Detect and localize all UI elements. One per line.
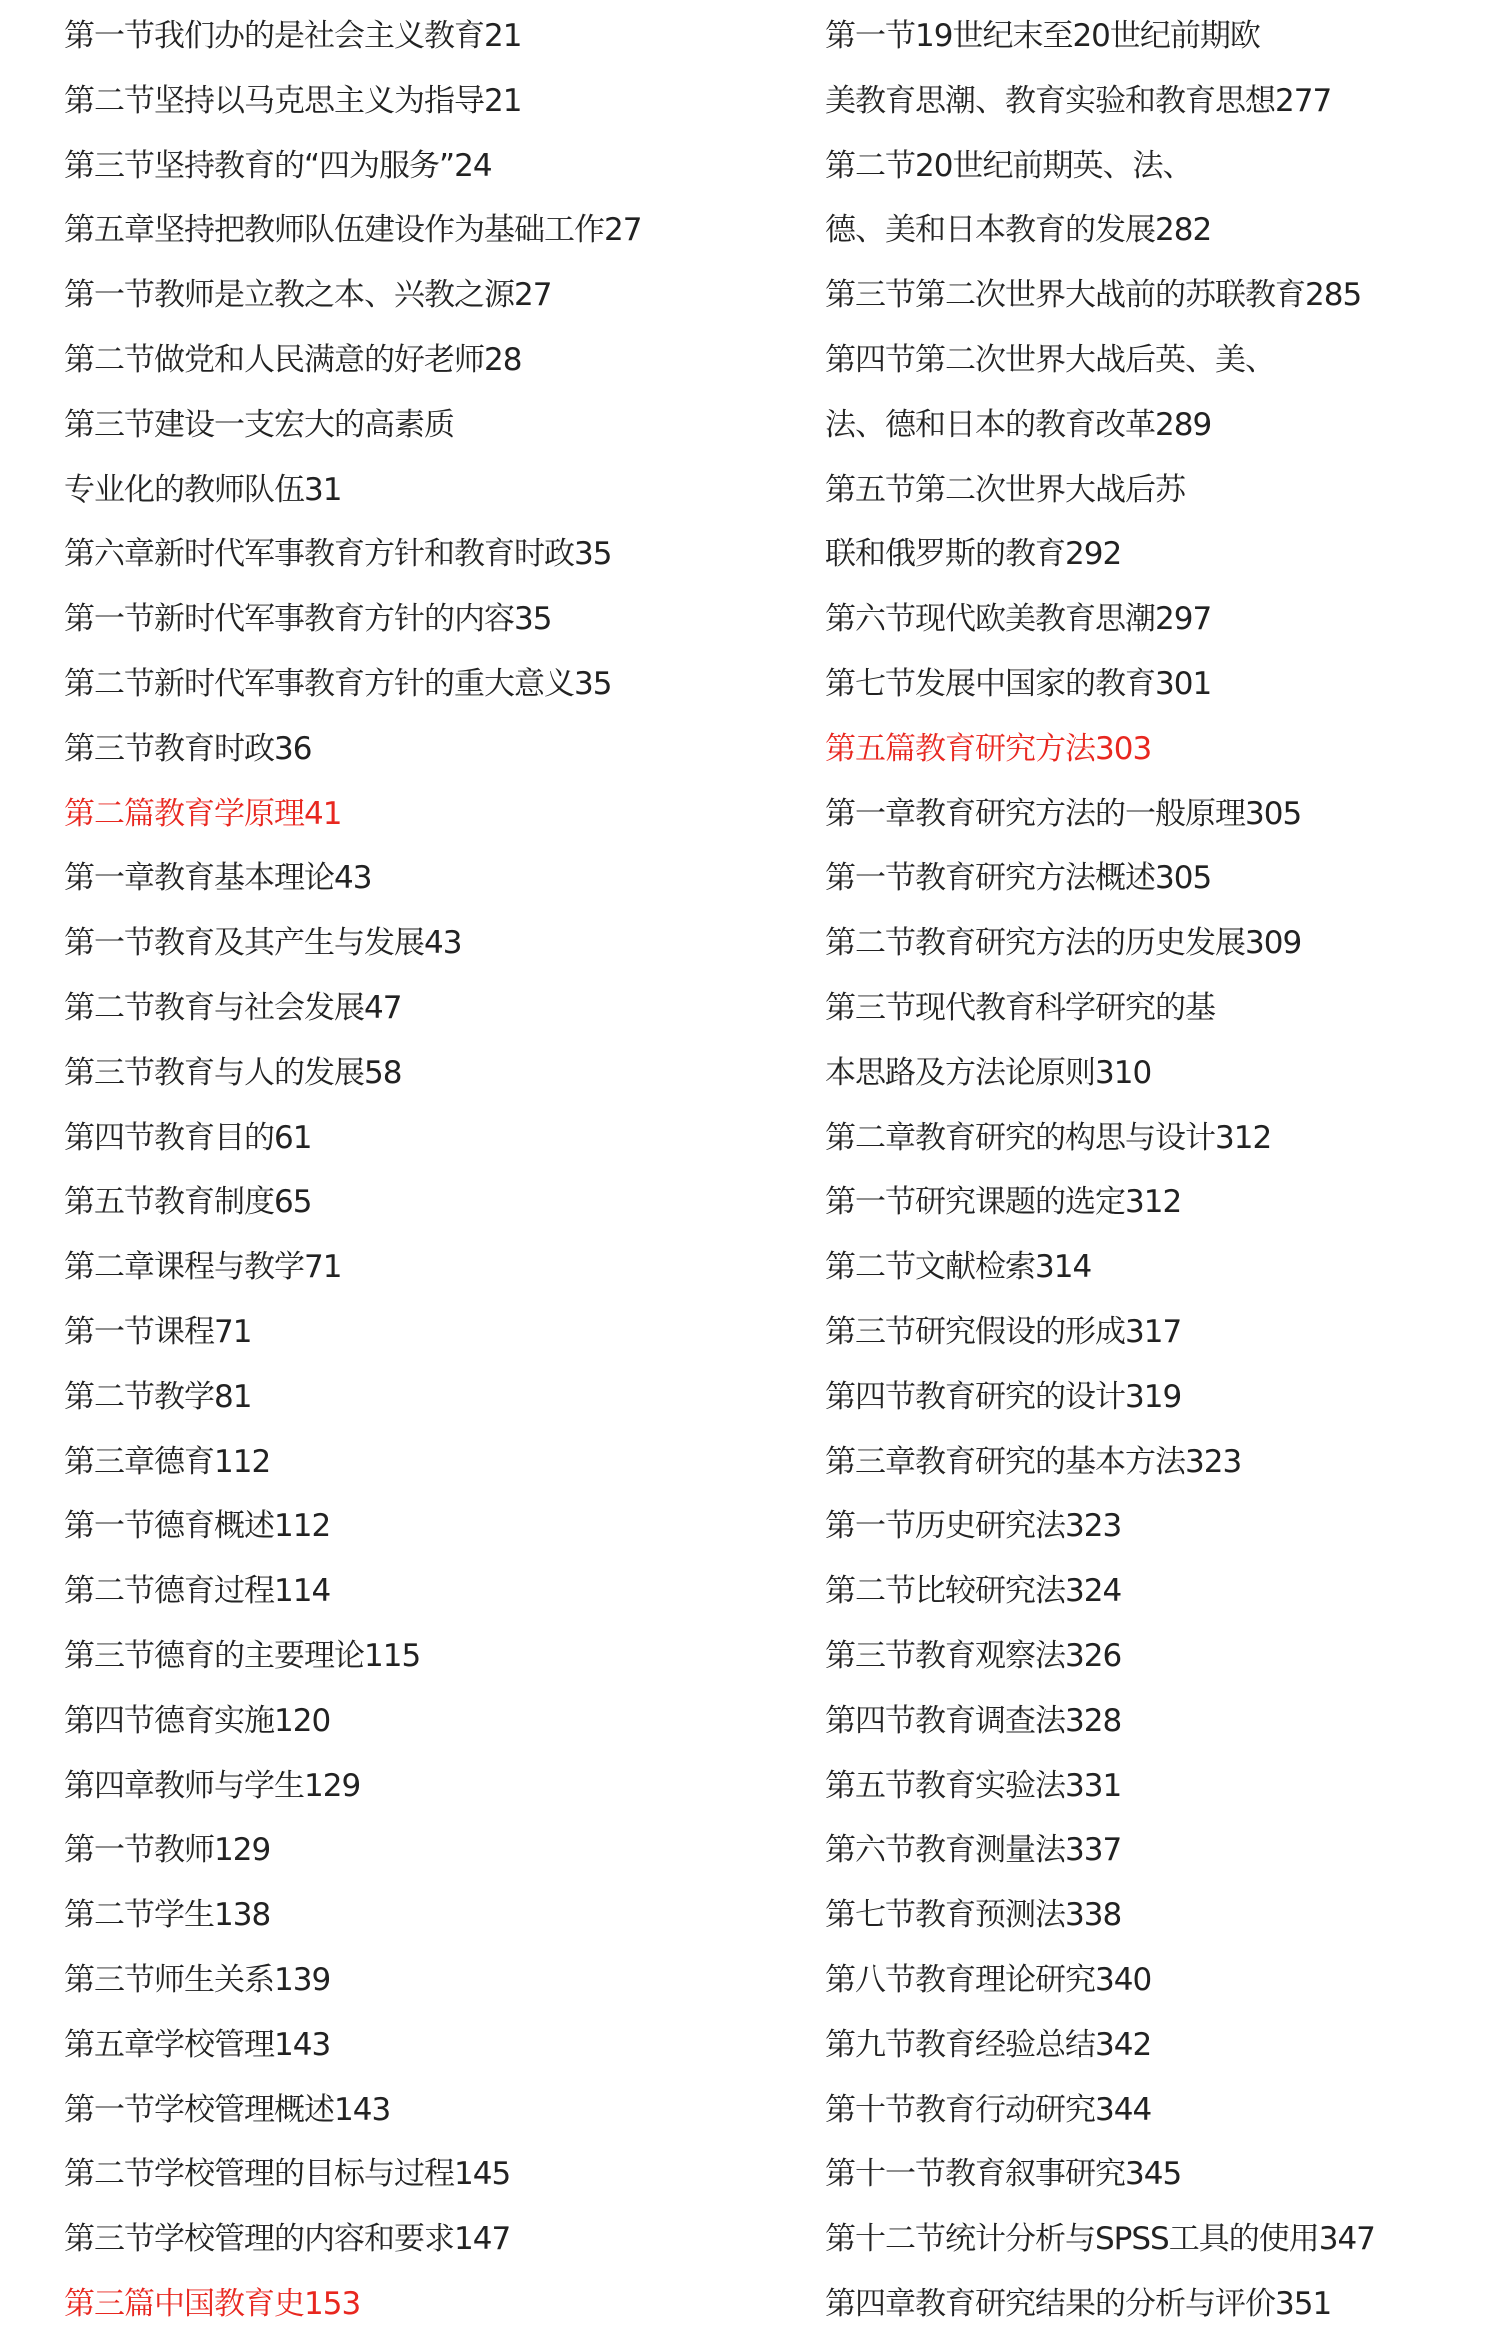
- toc-entry: 第二节做党和人民满意的好老师28: [64, 341, 522, 378]
- toc-entry: 第二节学生138: [64, 1897, 271, 1934]
- toc-entry: 第三节建设一支宏大的高素质: [64, 406, 454, 443]
- toc-entry: 第一节学校管理概述143: [64, 2091, 391, 2128]
- toc-entry: 第五节教育实验法331: [825, 1767, 1122, 1804]
- toc-entry: 第一节教师是立教之本、兴教之源27: [64, 277, 552, 314]
- toc-entry: 第四节教育研究的设计319: [825, 1378, 1182, 1415]
- toc-part-heading: 第二篇教育学原理41: [64, 795, 342, 832]
- toc-entry: 第一章教育研究方法的一般原理305: [825, 795, 1302, 832]
- toc-entry: 第二节教育研究方法的历史发展309: [825, 925, 1302, 962]
- toc-entry: 第八节教育理论研究340: [825, 1961, 1152, 1998]
- toc-entry: 第三节德育的主要理论115: [64, 1637, 421, 1674]
- toc-entry: 第三节坚持教育的“四为服务”24: [64, 147, 492, 184]
- toc-entry: 第二节20世纪前期英、法、: [825, 147, 1193, 184]
- toc-entry: 专业化的教师队伍31: [64, 471, 342, 508]
- toc-entry: 第三节教育观察法326: [825, 1637, 1122, 1674]
- toc-entry: 第二节教学81: [64, 1378, 252, 1415]
- toc-entry: 联和俄罗斯的教育292: [825, 536, 1122, 573]
- toc-entry: 第三章德育112: [64, 1443, 271, 1480]
- toc-entry: 第三节现代教育科学研究的基: [825, 989, 1215, 1026]
- toc-entry: 第一章教育基本理论43: [64, 860, 372, 897]
- toc-entry: 第七节发展中国家的教育301: [825, 665, 1212, 702]
- toc-right-column: [825, 8, 1485, 2341]
- toc-entry: 第二节新时代军事教育方针的重大意义35: [64, 665, 612, 702]
- toc-entry: 第三节教育与人的发展58: [64, 1054, 402, 1091]
- toc-entry: 第九节教育经验总结342: [825, 2026, 1152, 2063]
- toc-entry: 第一节19世纪末至20世纪前期欧: [825, 18, 1260, 54]
- toc-entry: 第二节文献检索314: [825, 1249, 1092, 1286]
- toc-entry: 第四节教育目的61: [64, 1119, 312, 1156]
- toc-entry: 第三章教育研究的基本方法323: [825, 1443, 1242, 1480]
- toc-entry: 第四章教师与学生129: [64, 1767, 361, 1804]
- toc-entry: 本思路及方法论原则310: [825, 1054, 1152, 1091]
- toc-entry: 第十一节教育叙事研究345: [825, 2156, 1182, 2193]
- toc-entry: 第二节比较研究法324: [825, 1573, 1122, 1610]
- toc-entry: 第五章坚持把教师队伍建设作为基础工作27: [64, 212, 642, 249]
- toc-entry: 第一节我们办的是社会主义教育21: [64, 18, 522, 54]
- toc-entry: 德、美和日本教育的发展282: [825, 212, 1212, 249]
- toc-entry: 第七节教育预测法338: [825, 1897, 1122, 1934]
- toc-entry: 第三节教育时政36: [64, 730, 312, 767]
- toc-entry: 第二节学校管理的目标与过程145: [64, 2156, 511, 2193]
- toc-entry: 第十二节统计分析与SPSS工具的使用347: [825, 2221, 1375, 2258]
- toc-entry: 第四节教育调查法328: [825, 1702, 1122, 1739]
- toc-entry: 第三节师生关系139: [64, 1961, 331, 1998]
- toc-entry: 第四章教育研究结果的分析与评价351: [825, 2285, 1332, 2322]
- toc-entry: 第二章课程与教学71: [64, 1249, 342, 1286]
- toc-entry: 第三节研究假设的形成317: [825, 1313, 1182, 1350]
- toc-entry: 第三节第二次世界大战前的苏联教育285: [825, 277, 1362, 314]
- toc-entry: 第六节现代欧美教育思潮297: [825, 601, 1212, 638]
- toc-entry: 第五章学校管理143: [64, 2026, 331, 2063]
- toc-entry: 第二节坚持以马克思主义为指导21: [64, 82, 522, 119]
- toc-entry: 第五节第二次世界大战后苏: [825, 471, 1185, 508]
- toc-entry: 第五节教育制度65: [64, 1184, 312, 1221]
- toc-entry: 第一节研究课题的选定312: [825, 1184, 1182, 1221]
- toc-entry: 第一节教育研究方法概述305: [825, 860, 1212, 897]
- toc-entry: 第六章新时代军事教育方针和教育时政35: [64, 536, 612, 573]
- toc-entry: 第二节德育过程114: [64, 1573, 331, 1610]
- toc-entry: 第十节教育行动研究344: [825, 2091, 1152, 2128]
- toc-entry: 第二章教育研究的构思与设计312: [825, 1119, 1272, 1156]
- toc-entry: 法、德和日本的教育改革289: [825, 406, 1212, 443]
- toc-entry: 第六节教育测量法337: [825, 1832, 1122, 1869]
- toc-entry: 第四节德育实施120: [64, 1702, 331, 1739]
- toc-entry: 第一节教师129: [64, 1832, 271, 1869]
- toc-entry: 第一节课程71: [64, 1313, 252, 1350]
- toc-entry: 第一节新时代军事教育方针的内容35: [64, 601, 552, 638]
- toc-part-heading: 第三篇中国教育史153: [64, 2285, 361, 2322]
- toc-entry: 第二节教育与社会发展47: [64, 989, 402, 1026]
- toc-entry: 第一节德育概述112: [64, 1508, 331, 1545]
- toc-entry: 第三节学校管理的内容和要求147: [64, 2221, 511, 2258]
- toc-left-column: [64, 8, 764, 2341]
- toc-entry: 美教育思潮、教育实验和教育思想277: [825, 82, 1332, 119]
- toc-entry: 第一节历史研究法323: [825, 1508, 1122, 1545]
- toc-entry: 第四节第二次世界大战后英、美、: [825, 341, 1275, 378]
- toc-part-heading: 第五篇教育研究方法303: [825, 730, 1152, 767]
- toc-entry: 第一节教育及其产生与发展43: [64, 925, 462, 962]
